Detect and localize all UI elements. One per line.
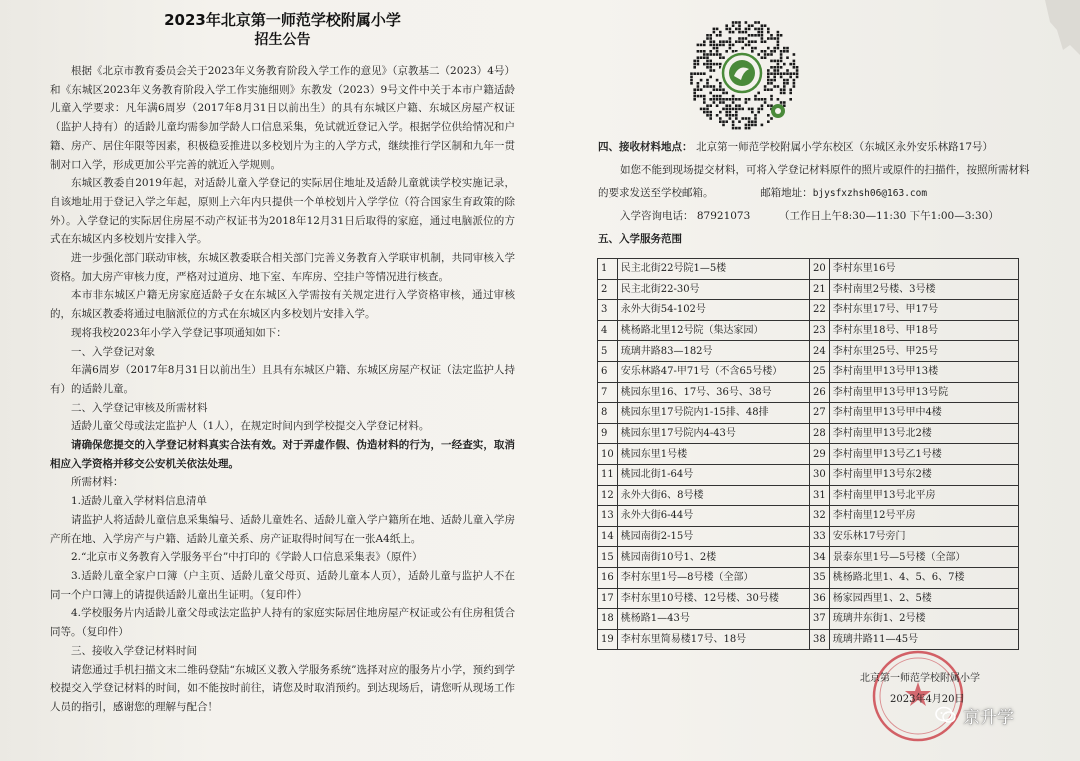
table-row	[598, 547, 1019, 568]
address-cell: 琉璃井路83—182号	[617, 341, 809, 362]
address-cell: 桃杨路北里1、4、5、6、7楼	[829, 567, 1018, 588]
row-number: 27	[809, 403, 829, 424]
row-number: 12	[598, 485, 618, 506]
table-row	[598, 464, 1019, 485]
address-cell: 李村东里10号楼、12号楼、30号楼	[617, 588, 809, 609]
paragraph: 请确保您提交的入学登记材料真实合法有效。对于弄虚作假、伪造材料的行为，一经查实，取消相应入学资格并移交公安机关依法处理。	[50, 439, 515, 470]
address-cell: 桃园南街10号1、2楼	[617, 547, 809, 568]
row-number: 33	[809, 526, 829, 547]
address-cell: 桃园东里17号院内4-43号	[617, 423, 809, 444]
table-row	[598, 279, 1019, 300]
announcement-subtitle: 招生公告	[254, 32, 311, 48]
address-cell: 民主北街22-30号	[617, 279, 809, 300]
paragraph: 年满6周岁（2017年8月31日以前出生）且具有东城区户籍、东城区房屋产权证（法定监护人持有）的适龄儿童。	[50, 364, 515, 395]
row-number: 4	[598, 320, 618, 341]
row-number: 21	[809, 279, 829, 300]
address-cell: 桃园北街1-64号	[617, 464, 809, 485]
address-cell: 桃杨路北里12号院（集达家园）	[617, 320, 809, 341]
table-row	[598, 341, 1019, 362]
table-row	[598, 259, 1019, 280]
row-number: 9	[598, 423, 618, 444]
address-cell: 景泰东里1号—5号楼（全部）	[829, 547, 1018, 568]
row-number: 8	[598, 403, 618, 424]
address-cell: 李村东里16号	[829, 259, 1018, 280]
section-5-title: 五、入学服务范围	[598, 233, 682, 245]
paragraph: 1.适龄儿童入学材料信息清单	[71, 495, 208, 508]
announcement-left-column	[50, 10, 515, 717]
address-cell: 琉璃井东街1、2号楼	[829, 609, 1018, 630]
table-row	[598, 300, 1019, 321]
table-row	[598, 361, 1019, 382]
row-number: 14	[598, 526, 618, 547]
address-cell: 李村南里甲13号甲中4楼	[829, 403, 1018, 424]
address-cell: 李村南里12号平房	[829, 506, 1018, 527]
row-number: 36	[809, 588, 829, 609]
paragraph: 适龄儿童父母或法定监护人（1人），在规定时间内到学校提交入学登记材料。	[71, 420, 430, 433]
row-number: 17	[598, 588, 618, 609]
table-row	[598, 629, 1019, 650]
row-number: 3	[598, 300, 618, 321]
row-number: 28	[809, 423, 829, 444]
address-cell: 李村东里25号、甲25号	[829, 341, 1018, 362]
table-row	[598, 526, 1019, 547]
address-cell: 安乐林路47-甲71号（不含65号楼）	[617, 361, 809, 382]
paragraph: 请您通过手机扫描文末二维码登陆“东城区义教入学服务系统”选择对应的服务片小学，预约到学校提交入学登记材料的时间，如不能按时前往，请您及时取消预约。到达现场后，请您听从现场工作人员的指引，感谢您的理解与配合！	[50, 663, 515, 713]
mail-instruction-line-1: 如您不能到现场提交材料，可将入学登记材料原件的照片或原件的扫描件，按照所需材料	[620, 164, 1030, 176]
service-area-table	[597, 258, 1019, 650]
row-number: 10	[598, 444, 618, 465]
address-cell: 桃园南街2-15号	[617, 526, 809, 547]
paragraph: 现将我校2023年小学入学登记事项通知如下：	[71, 326, 287, 339]
table-row	[598, 423, 1019, 444]
office-hours: （工作日上午8:30—11:30 下午1:00—3:30）	[778, 210, 999, 222]
address-cell: 李村东里1号—8号楼（全部）	[617, 567, 809, 588]
mail-address[interactable]: bjysfxzhsh06@163.com	[812, 188, 928, 199]
watermark	[935, 700, 1014, 730]
paragraph: 一、入学登记对象	[71, 345, 155, 358]
address-cell: 永外大街6-44号	[617, 506, 809, 527]
address-cell: 李村南里甲13号北平房	[829, 485, 1018, 506]
row-number: 34	[809, 547, 829, 568]
row-number: 32	[809, 506, 829, 527]
mail-instruction-line-2	[598, 182, 1038, 205]
phone-line	[598, 205, 1038, 228]
page-edge-stain	[1035, 0, 1080, 60]
address-cell: 李村南里甲13号北2楼	[829, 423, 1018, 444]
phone-number[interactable]: 87921073	[696, 210, 751, 222]
qr-code[interactable]	[683, 14, 801, 132]
announcement-right-column	[598, 136, 1038, 251]
address-cell: 李村南里甲13号东2楼	[829, 464, 1018, 485]
section-4-line	[598, 136, 1038, 159]
row-number: 20	[809, 259, 829, 280]
signature-school: 北京第一师范学校附属小学	[860, 673, 980, 684]
address-cell: 李村东里简易楼17号、18号	[617, 629, 809, 650]
row-number: 35	[809, 567, 829, 588]
address-cell: 永外大街6、8号楼	[617, 485, 809, 506]
row-number: 29	[809, 444, 829, 465]
paragraph: 东城区教委自2019年起，对适龄儿童入学登记的实际居住地址及适龄儿童就读学校实施记录，自该地址用于登记入学之年起，原则上六年内只提供一个单校划片入学学位（符合国家生育政策的除外）。入学登记的实际居住房屋不动产权证书为2018年12月31日后取得的家庭，通过电脑派位的方式在东城区内多校划片安排入学。	[50, 177, 515, 246]
address-cell: 李村南里甲13号甲13楼	[829, 361, 1018, 382]
paragraph: 3.适龄儿童全家户口簿（户主页、适龄儿童父母页、适龄儿童本人页），适龄儿童与监护人不在同一个户口簿上的请提供适龄儿童出生证明。（复印件）	[50, 569, 515, 601]
address-cell: 李村南里甲13号乙1号楼	[829, 444, 1018, 465]
paragraph: 本市非东城区户籍无房家庭适龄子女在东城区入学需按有关规定进行入学资格审核，通过审核的，东城区教委将通过电脑派位的方式在东城区内多校划片安排入学。	[50, 289, 515, 321]
phone-label: 入学咨询电话：	[620, 210, 694, 222]
address-cell: 桃园东里16、17号、36号、38号	[617, 382, 809, 403]
row-number: 23	[809, 320, 829, 341]
row-number: 2	[598, 279, 618, 300]
address-cell: 安乐林17号旁门	[829, 526, 1018, 547]
address-cell: 杨家园西里1、2、5楼	[829, 588, 1018, 609]
address-cell: 民主北街22号院1—5楼	[617, 259, 809, 280]
table-row	[598, 588, 1019, 609]
paragraph: 三、接收入学登记材料时间	[71, 644, 197, 657]
table-row	[598, 609, 1019, 630]
row-number: 6	[598, 361, 618, 382]
address-cell: 李村南里甲13号甲13号院	[829, 382, 1018, 403]
table-row	[598, 444, 1019, 465]
address-cell: 李村东里18号、甲18号	[829, 320, 1018, 341]
paragraph: 4.学校服务片内适龄儿童父母或法定监护人持有的家庭实际居住地房屋产权证或公有住房租赁合同等。（复印件）	[50, 607, 515, 639]
paragraph-list	[50, 62, 515, 717]
row-number: 13	[598, 506, 618, 527]
address-cell: 李村东里17号、甲17号	[829, 300, 1018, 321]
row-number: 22	[809, 300, 829, 321]
row-number: 38	[809, 629, 829, 650]
row-number: 16	[598, 567, 618, 588]
row-number: 30	[809, 464, 829, 485]
row-number: 24	[809, 341, 829, 362]
table-row	[598, 403, 1019, 424]
row-number: 18	[598, 609, 618, 630]
table-row	[598, 567, 1019, 588]
address-cell: 桃园东里17号院内1-15排、48排	[617, 403, 809, 424]
row-number: 5	[598, 341, 618, 362]
paragraph: 所需材料：	[71, 476, 124, 489]
row-number: 26	[809, 382, 829, 403]
signature-date: 2023年4月20日	[890, 694, 965, 705]
row-number: 15	[598, 547, 618, 568]
row-number: 11	[598, 464, 618, 485]
section-4-title: 四、接收材料地点：	[598, 141, 693, 153]
watermark-text: 京升学	[963, 707, 1014, 728]
paragraph: 请监护人将适龄儿童信息采集编号、适龄儿童姓名、适龄儿童入学户籍所在地、适龄儿童入学房产所在地、入学房产与户籍、适龄儿童关系、房产证取得时间写在一张A4纸上。	[50, 513, 515, 545]
row-number: 1	[598, 259, 618, 280]
table-row	[598, 382, 1019, 403]
address-cell: 永外大街54-102号	[617, 300, 809, 321]
row-number: 25	[809, 361, 829, 382]
paragraph: 2.“北京市义务教育入学服务平台”中打印的《学龄人口信息采集表》（原件）	[71, 551, 423, 564]
address-cell: 李村南里2号楼、3号楼	[829, 279, 1018, 300]
section-4-location: 北京第一师范学校附属小学东校区（东城区永外安乐林路17号）	[696, 141, 994, 153]
table-row	[598, 320, 1019, 341]
row-number: 37	[809, 609, 829, 630]
address-cell: 桃园东里1号楼	[617, 444, 809, 465]
wechat-icon	[935, 704, 957, 726]
address-cell: 琉璃井路11—45号	[829, 629, 1018, 650]
row-number: 19	[598, 629, 618, 650]
row-number: 31	[809, 485, 829, 506]
address-cell: 桃杨路1—43号	[617, 609, 809, 630]
paragraph: 根据《北京市教育委员会关于2023年义务教育阶段入学工作的意见》（京教基二（2023）4号）和《东城区2023年义务教育阶段入学工作实施细则》东教发（2023）9号文件中关于本市户籍适龄儿童入学要求：凡年满6周岁（2017年8月31日以前出生）的具有东城区户籍、东城区房屋产权证（监护人持有）的适龄儿童均需参加学龄人口信息采集，免试就近登记入学。根据学位供给情况和户籍、房产、居住年限等因素，积极稳妥推进以多校划片为主的入学方式，继续推行学区制和九年一贯制对口入学，形成更加公平完善的就近入学规则。	[50, 65, 515, 171]
paragraph: 进一步强化部门联动审核，东城区教委联合相关部门完善义务教育入学联审机制，共同审核入学资格。加大房产审核力度，严格对过道房、地下室、车库房、空挂户等情况进行核查。	[50, 252, 515, 283]
paragraph: 二、入学登记审核及所需材料	[71, 401, 208, 414]
announcement-title: 2023年北京第一师范学校附属小学	[164, 11, 401, 29]
table-row	[598, 485, 1019, 506]
mail-instruction-text: 的要求发送至学校邮箱。	[598, 187, 714, 199]
mail-label: 邮箱地址：	[760, 187, 813, 199]
row-number: 7	[598, 382, 618, 403]
table-row	[598, 506, 1019, 527]
